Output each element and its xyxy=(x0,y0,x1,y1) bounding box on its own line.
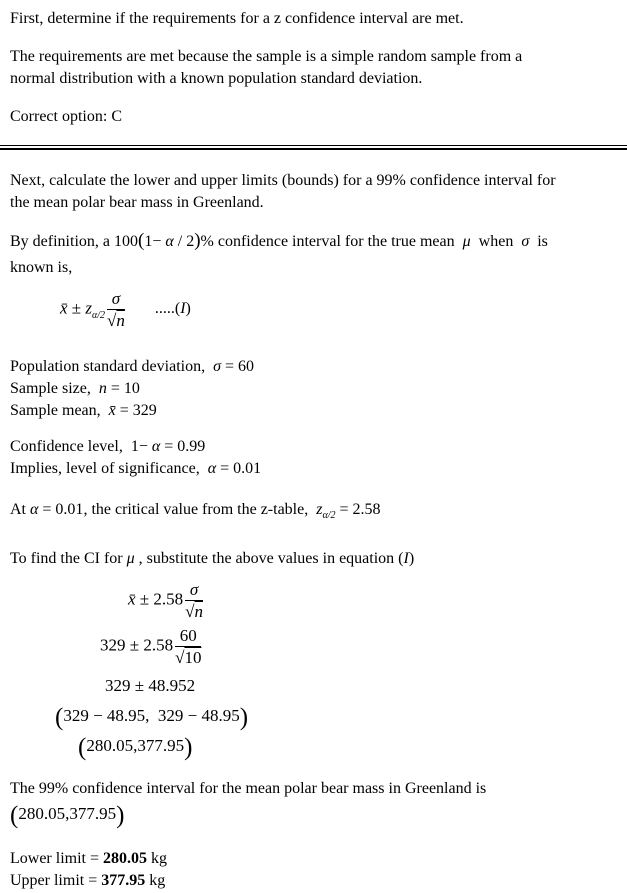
definition-pre: By definition, a 100 xyxy=(10,233,138,250)
sigma-symbol: σ xyxy=(521,233,530,250)
xbar-symbol: x̄ xyxy=(108,402,116,419)
substitute-pre: To find the CI for xyxy=(10,550,127,568)
n-value: = 10 xyxy=(106,380,140,397)
lower-limit-line xyxy=(10,848,617,870)
work-step-1 xyxy=(128,580,617,621)
confidence-level-line xyxy=(10,436,617,458)
reason-line-2: normal distribution with a known population standard deviation. xyxy=(10,70,423,87)
critical-value: = 2.58 xyxy=(335,501,381,518)
critical-mid-text: , the critical value from the z-table, xyxy=(83,501,317,518)
fraction-numerator: σ xyxy=(107,289,125,310)
over-two: / 2 xyxy=(173,233,195,250)
interval-expression: 329 − 48.95, 329 − 48.95 xyxy=(63,706,240,726)
close-paren: ) xyxy=(116,802,125,830)
critical-value-line xyxy=(10,498,617,528)
mean-value: = 329 xyxy=(115,402,157,419)
conclusion-block xyxy=(10,778,617,828)
radical-sign: √ xyxy=(175,648,185,668)
fraction-numerator: 60 xyxy=(175,626,201,647)
upper-limit-label: Upper limit = xyxy=(10,872,102,890)
alpha-symbol: α xyxy=(165,233,174,250)
section-divider xyxy=(0,145,627,150)
close-paren: ) xyxy=(408,550,415,568)
sigma-over-sqrt-n-fraction xyxy=(107,289,125,330)
fraction-denominator xyxy=(107,310,125,330)
label-close-paren: ) xyxy=(185,300,191,318)
sigma-over-sqrt-n-fraction xyxy=(185,580,203,621)
given-values xyxy=(10,356,617,422)
definition-text xyxy=(10,228,617,281)
definition-post: is xyxy=(529,233,548,250)
sigma-value: = 60 xyxy=(220,358,254,375)
z-subscript: α/2 xyxy=(92,309,106,321)
significance-value: = 0.01 xyxy=(216,460,262,477)
equation-ref: I xyxy=(403,550,409,568)
sigma-label: Population standard deviation, xyxy=(10,358,214,375)
radicand: 10 xyxy=(184,648,202,668)
alpha-value: = 0.01 xyxy=(38,501,84,518)
radical-sign: √ xyxy=(185,602,195,622)
mu-symbol: μ xyxy=(462,233,471,250)
label-open-paren: ( xyxy=(174,300,181,318)
task-line-1: Next, calculate the lower and upper limits (bounds) for a 99% confidence interval for xyxy=(10,172,556,189)
formula-equation-I xyxy=(60,289,617,330)
fraction-denominator xyxy=(185,601,203,621)
radical-sign: √ xyxy=(107,311,117,330)
level-label: Confidence level, 1− xyxy=(10,438,152,455)
n-symbol: n xyxy=(98,380,107,397)
lower-limit-value: 280.05 xyxy=(103,850,148,868)
lower-limit-label: Lower limit = xyxy=(10,850,104,868)
z-subscript: α/2 xyxy=(322,510,336,522)
sigma-given-line xyxy=(10,356,617,378)
z-symbol: z xyxy=(85,298,93,318)
conclusion-interval xyxy=(10,800,617,828)
alpha-symbol: α xyxy=(207,460,217,477)
plus-minus-value: ± 2.58 xyxy=(135,589,184,609)
fraction-numerator: σ xyxy=(185,580,203,601)
upper-limit-value: 377.95 xyxy=(101,872,146,890)
interval-values: 280.05,377.95 xyxy=(18,804,117,824)
close-paren: ) xyxy=(239,704,249,732)
work-step-5 xyxy=(78,732,617,760)
alpha-symbol: α xyxy=(30,501,39,518)
requirements-intro: First, determine if the requirements for a z confidence interval are met. xyxy=(10,10,464,27)
plus-minus-sign: ± xyxy=(67,298,86,318)
correct-option: Correct option: C xyxy=(10,108,122,125)
open-paren: ( xyxy=(55,704,64,732)
definition-mid: % confidence interval for the true mean xyxy=(200,233,463,250)
definition-line-2: known is, xyxy=(10,259,73,276)
interval-values: 280.05,377.95 xyxy=(86,736,185,756)
work-step-3: 329 ± 48.952 xyxy=(105,676,196,696)
sixty-over-sqrt-ten-fraction xyxy=(175,626,201,667)
n-given-line xyxy=(10,378,617,400)
conclusion-line-1: The 99% confidence interval for the mean polar bear mass in Greenland is xyxy=(10,780,487,798)
upper-limit-line xyxy=(10,870,617,892)
level-value: = 0.99 xyxy=(160,438,206,455)
confidence-level-block xyxy=(10,436,617,480)
task-statement xyxy=(10,170,617,214)
task-line-2: the mean polar bear mass in Greenland. xyxy=(10,194,264,211)
alpha-symbol: α xyxy=(151,438,161,455)
lower-limit-unit: kg xyxy=(147,850,168,868)
fraction-denominator xyxy=(175,647,201,667)
xbar-symbol: x̄ xyxy=(128,589,136,609)
limits-block xyxy=(10,848,617,892)
mu-symbol: μ xyxy=(126,550,135,568)
mean-given-line xyxy=(10,400,617,422)
sigma-symbol: σ xyxy=(213,358,221,375)
label-dots: ..... xyxy=(154,300,175,318)
significance-line xyxy=(10,458,617,480)
xbar-symbol: x̄ xyxy=(60,298,68,318)
requirements-reason xyxy=(10,46,617,90)
upper-limit-unit: kg xyxy=(145,872,166,890)
equation-label xyxy=(155,300,191,317)
definition-when: when xyxy=(470,233,522,250)
step2-lead: 329 ± 2.58 xyxy=(100,635,174,655)
substitute-post: , substitute the above values in equation ( xyxy=(134,550,404,568)
one-minus: 1− xyxy=(144,233,166,250)
label-ref: I xyxy=(180,300,186,318)
open-paren: ( xyxy=(137,230,145,251)
work-step-2 xyxy=(100,626,617,667)
reason-line-1: The requirements are met because the sample is a simple random sample from a xyxy=(10,48,523,65)
work-step-4 xyxy=(55,702,617,730)
mean-label: Sample mean, xyxy=(10,402,109,419)
z-symbol: z xyxy=(316,501,323,518)
open-paren: ( xyxy=(78,734,87,762)
open-paren: ( xyxy=(10,802,19,830)
radicand: n xyxy=(116,311,125,330)
radicand: n xyxy=(194,602,203,622)
definition-line-1 xyxy=(10,228,617,255)
significance-label: Implies, level of significance, xyxy=(10,460,208,477)
n-label: Sample size, xyxy=(10,380,99,397)
close-paren: ) xyxy=(194,230,201,251)
at-text: At xyxy=(10,501,30,518)
substitute-line xyxy=(10,550,617,568)
close-paren: ) xyxy=(184,734,193,762)
